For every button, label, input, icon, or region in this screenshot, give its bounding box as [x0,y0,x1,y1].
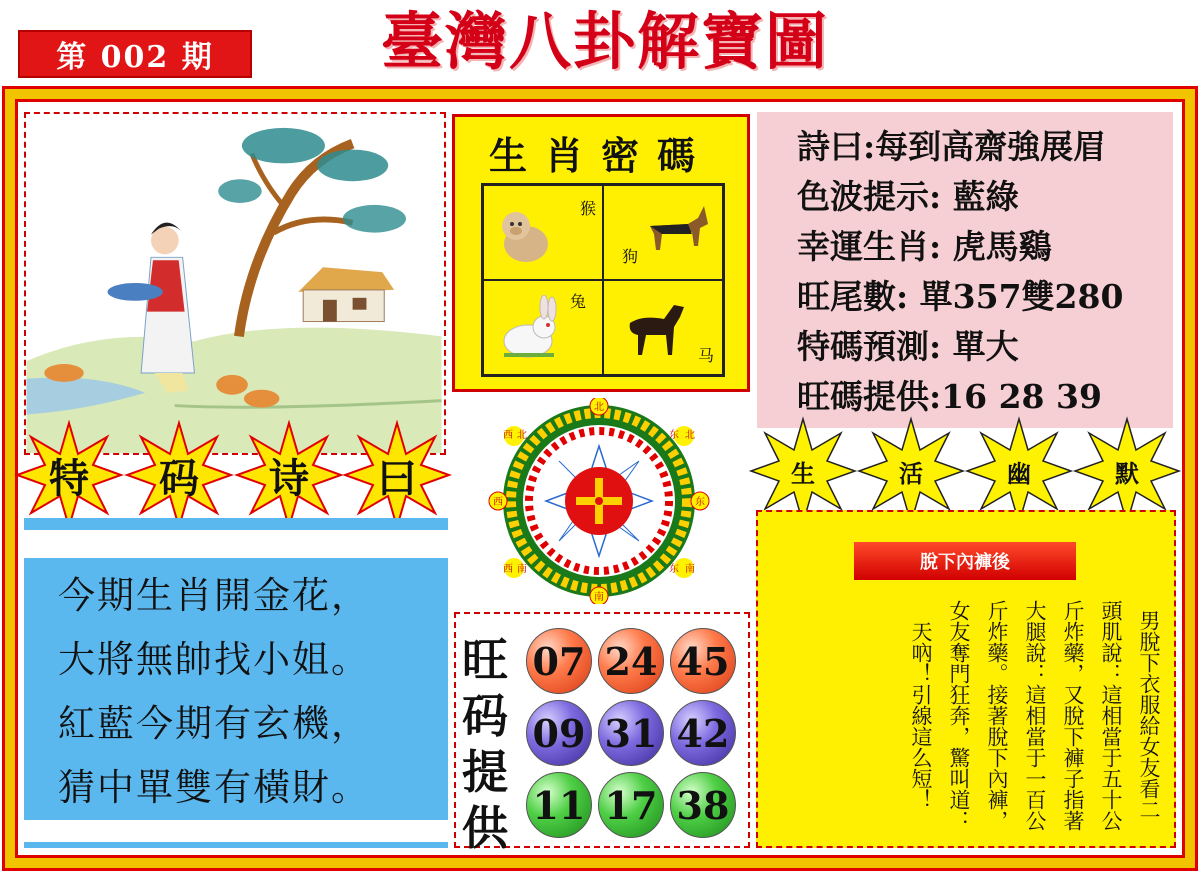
number-ball: 11 [526,772,592,838]
joke-column-5: 斤炸藥。接著脫下內褲， [985,599,1009,831]
joke-column-6: 女友奪門狂奔，驚叫道： [947,599,971,831]
dog-icon [640,194,710,264]
number-balls [526,628,742,844]
joke-column-7: 天吶！引線這么短！ [909,620,933,810]
compass-label-6: 东 [669,564,679,575]
info-line-color-wave: 色波提示: 藍綠 [797,177,1019,216]
zodiac-cell-monkey [483,185,603,280]
number-ball: 45 [670,628,736,694]
star-badge-6-text: 活 [899,458,923,488]
number-ball: 09 [526,700,592,766]
star-badge-2 [124,420,234,530]
star-badge-3 [234,420,344,530]
joke-columns [900,590,1162,840]
zodiac-label-horse: 马 [697,346,714,365]
star-badge-8-text: 默 [1115,458,1139,488]
painting-panel [24,112,446,455]
number-ball: 07 [526,628,592,694]
numbers-label-char-2: 码 [462,689,508,743]
ball-row-blue [526,700,742,772]
ball-row-red [526,628,742,700]
star-badge-1 [14,420,124,530]
info-line-lucky-zodiac: 幸運生肖: 虎馬鷄 [797,227,1052,266]
issue-badge: 第 002 期 [18,30,252,78]
compass-label-12: 北 [517,430,527,441]
compass-label-8: 西 [503,564,513,575]
joke-column-4: 大腿說：這相當于一百公 [1023,599,1047,831]
compass-label-4: 东 [695,497,705,508]
page-title: 臺灣八卦解寶圖 [380,5,829,78]
compass-label-11: 西 [503,430,513,441]
info-line-poem: 詩曰:每到高齋強展眉 [797,127,1107,166]
joke-column-3: 斤炸藥，又脫下褲子指著 [1061,599,1085,831]
compass-label-1: 北 [594,402,604,413]
number-ball: 42 [670,700,736,766]
poem-line-2: 大將無帥找小姐。 [58,638,370,681]
zodiac-cell-dog [603,185,723,280]
monkey-icon [490,200,560,270]
lucky-numbers-panel [454,612,750,855]
numbers-label-char-4: 供 [462,801,508,855]
number-ball: 31 [598,700,664,766]
poem-line-4: 猜中單雙有橫財。 [58,766,370,809]
woman-by-river-illustration [26,114,444,453]
poem-lines [58,564,448,820]
number-ball: 24 [598,628,664,694]
star-badge-4-text: 曰 [377,454,417,502]
info-panel [757,112,1173,428]
compass-label-2: 东 [669,430,679,441]
numbers-label-char-1: 旺 [462,633,508,687]
zodiac-label-rabbit: 兔 [570,292,587,311]
compass-label-7: 南 [594,592,604,603]
poem-bottom-bar [24,820,448,842]
zodiac-cell-horse [603,280,723,375]
star-badge-3-text: 诗 [269,454,309,502]
compass-label-9: 南 [517,564,527,575]
rabbit-icon [494,295,564,365]
poem-top-bar [24,530,448,558]
ball-row-green [526,772,742,844]
star-badge-5-text: 生 [791,458,815,488]
poem-panel [24,518,448,848]
poem-line-1: 今期生肖開金花， [58,574,370,617]
zodiac-cell-rabbit [483,280,603,375]
star-badge-7-text: 幽 [1007,458,1031,488]
joke-title: 脫下內褲後 [854,542,1076,580]
info-line-hot-numbers: 旺碼提供:16 28 39 [797,377,1102,416]
compass-label-10: 西 [493,497,503,508]
number-ball: 17 [598,772,664,838]
zodiac-grid [481,183,725,377]
info-line-special-prediction: 特碼預測: 單大 [797,327,1019,366]
zodiac-panel [452,114,750,392]
zodiac-title: 生肖密碼 [488,133,713,178]
compass-wheel-icon [484,398,714,604]
info-line-tail-numbers: 旺尾數: 單357雙280 [797,277,1124,316]
joke-panel [756,510,1176,848]
bagua-compass [484,398,714,604]
horse-icon [622,293,692,363]
numbers-label-char-3: 提 [462,745,508,799]
compass-label-5: 南 [685,564,695,575]
zodiac-label-dog: 狗 [622,247,639,266]
compass-label-3: 北 [685,430,695,441]
joke-column-2: 頭肌說：這相當于五十公 [1099,599,1123,831]
star-badge-1-text: 特 [49,454,89,502]
number-ball: 38 [670,772,736,838]
star-badge-4 [342,420,452,530]
joke-column-1: 男脫下衣服給女友看二 [1137,610,1161,820]
star-badge-2-text: 码 [159,454,199,502]
numbers-label [462,632,508,856]
zodiac-label-monkey: 猴 [579,199,596,218]
poem-line-3: 紅藍今期有玄機， [58,702,370,745]
